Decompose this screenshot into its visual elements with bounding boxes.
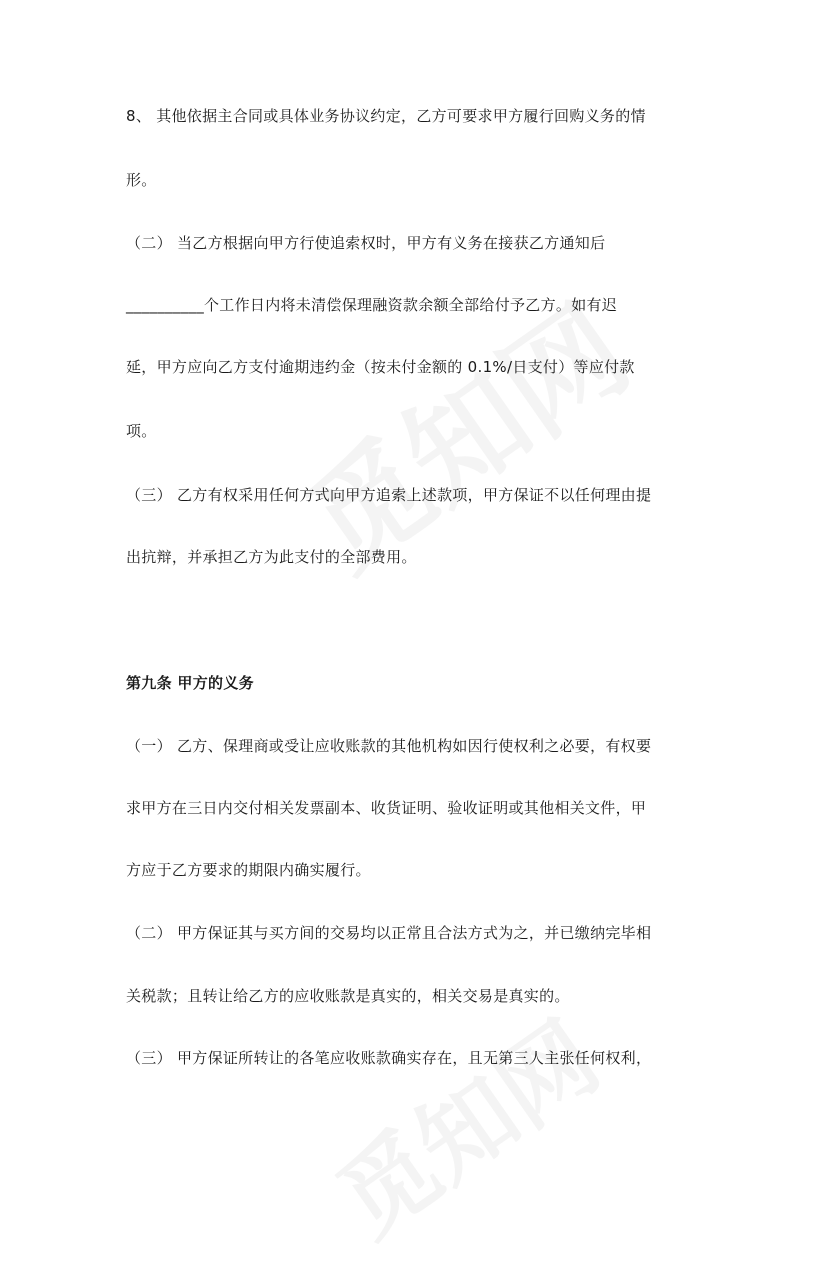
article-9-paragraph-3-text: （三） 甲方保证所转让的各笔应收账款确实存在，且无第三人主张任何权利，: [126, 1049, 652, 1067]
paragraph-3-text-cont: 出抗辩，并承担乙方为此支付的全部费用。: [126, 548, 417, 566]
paragraph-2-text: （二） 当乙方根据向甲方行使追索权时，甲方有义务在接获乙方通知后: [126, 234, 606, 252]
paragraph-2-text-cont: 延，甲方应向乙方支付逾期违约金（按未付金额的 0.1%/日支付）等应付款: [126, 358, 635, 376]
article-9-paragraph-1-text-cont: 求甲方在三日内交付相关发票副本、收货证明、验收证明或其他相关文件，甲: [126, 799, 647, 817]
clause-8-text-cont: 形。: [126, 171, 157, 189]
paragraph-2-text-cont: 项。: [126, 422, 157, 440]
paragraph-3-text: （三） 乙方有权采用任何方式向甲方追索上述款项，甲方保证不以任何理由提: [126, 486, 652, 504]
clause-8-text: 8、 其他依据主合同或具体业务协议约定，乙方可要求甲方履行回购义务的情: [126, 107, 646, 125]
paragraph-2-text-cont: __________个工作日内将未清偿保理融资款余额全部给付予乙方。如有迟: [126, 296, 618, 314]
article-9-paragraph-2-text: （二） 甲方保证其与买方间的交易均以正常且合法方式为之，并已缴纳完毕相: [126, 924, 652, 942]
article-9-paragraph-1-text-cont: 方应于乙方要求的期限内确实履行。: [126, 861, 371, 879]
article-9-paragraph-1-text: （一） 乙方、保理商或受让应收账款的其他机构如因行使权利之必要，有权要: [126, 737, 652, 755]
watermark: [307, 985, 621, 1262]
article-9-heading: 第九条 甲方的义务: [126, 674, 254, 692]
article-9-paragraph-2-text-cont: 关税款；且转让给乙方的应收账款是真实的，相关交易是真实的。: [126, 987, 570, 1005]
